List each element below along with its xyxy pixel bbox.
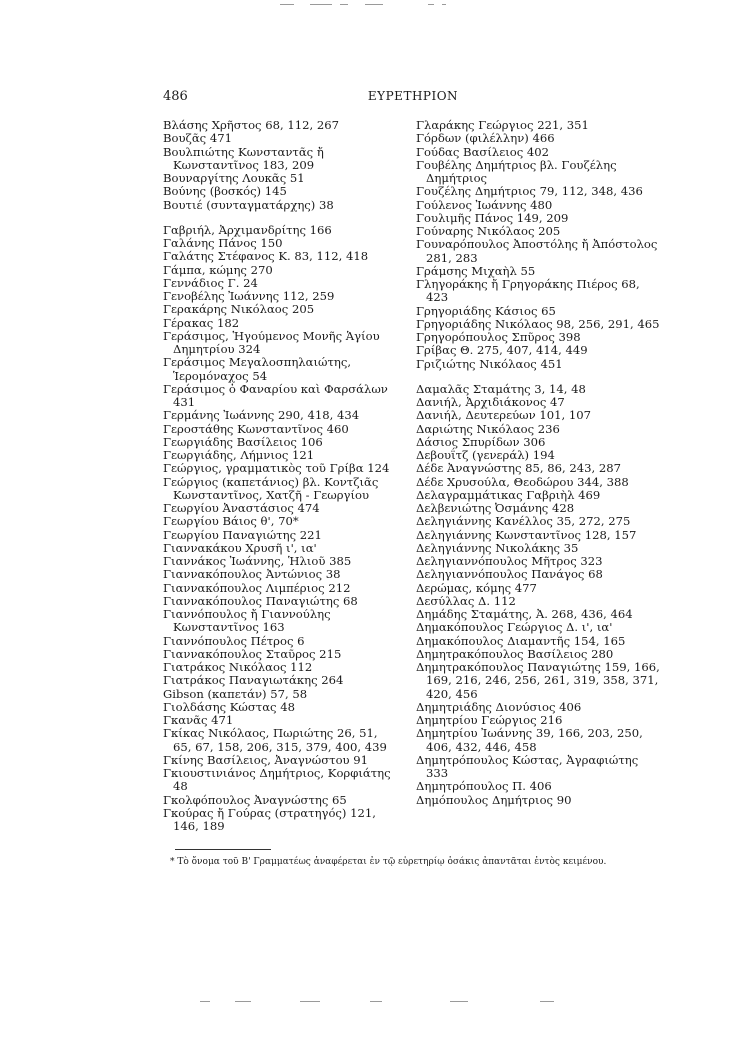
index-entry: Δημητρόπουλος Κώστας, Ἀγραφιώτης 333 — [416, 752, 639, 780]
index-entry: Γεράσιμος ὁ Φαναρίου καὶ Φαρσάλων 431 — [163, 381, 388, 409]
index-entry: Γερμάνης Ἰωάννης 290, 418, 434 — [163, 408, 360, 423]
index-entry: Γιαννακόπουλος Παναγιώτης 68 — [163, 593, 358, 608]
index-entry: Γρηγοριάδης Νικόλαος 98, 256, 291, 465 — [416, 316, 660, 331]
index-entry: Γκιουστινιάνος Δημήτριος, Κορφιάτης 48 — [163, 766, 391, 794]
index-entry: Γεράσιμος, Ἡγούμενος Μονῆς Ἁγίου Δημητρίου 324 — [163, 328, 380, 356]
index-entry: Γρηγοριάδης Κάσιος 65 — [416, 303, 556, 318]
index-entry: Γόρδων (φιλέλλην) 466 — [416, 131, 555, 146]
index-entry: Δέδε Ἀναγνώστης 85, 86, 243, 287 — [416, 461, 622, 476]
index-entry: Γριζιώτης Νικόλαος 451 — [416, 356, 563, 371]
index-entry: Βουζᾶς 471 — [163, 131, 232, 146]
index-entry: Δαμαλᾶς Σταμάτης 3, 14, 48 — [416, 381, 586, 396]
index-entry: Γκολφόπουλος Ἀναγνώστης 65 — [163, 792, 347, 807]
index-entry: Δεσύλλας Δ. 112 — [416, 593, 516, 608]
running-title: ΕΥΡΕΤΗΡΙΟΝ — [367, 89, 459, 103]
index-entry: Γιαννακόπουλος Λιμπέριος 212 — [163, 580, 351, 595]
index-entry: Δημακόπουλος Γεώργιος Δ. ι', ια' — [416, 620, 613, 635]
index-entry: Γεωργίου Παναγιώτης 221 — [163, 527, 322, 542]
index-entry: Βούνης (βοσκός) 145 — [163, 184, 287, 199]
index-entry: Γεωργιάδης, Λήμνιος 121 — [163, 448, 315, 462]
index-entry: Γρηγορόπουλος Σπῦρος 398 — [416, 330, 581, 344]
index-entry: Γκούρας ἤ Γούρας (στρατηγός) 121, 146, 189 — [163, 805, 376, 833]
index-entry: Γουζέλης Δημήτριος 79, 112, 348, 436 — [416, 184, 643, 199]
index-entry: Γεωργιάδης Βασίλειος 106 — [163, 434, 323, 449]
index-entry: Δημητρακόπουλος Παναγιώτης 159, 166, 169, 216, 246, 256, 261, 319, 358, 371, 420, 456 — [416, 660, 660, 701]
index-entry: Γκίκας Νικόλαος, Πωριώτης 26, 51, 65, 67, 158, 206, 315, 379, 400, 439 — [163, 726, 387, 754]
scan-artifact-top — [160, 4, 660, 6]
index-entry: Δελαγραμμάτικας Γαβριὴλ 469 — [416, 487, 601, 502]
index-entry: Γούλενος Ἰωάννης 480 — [416, 197, 553, 212]
index-entry: Δημητρίου Ἰωάννης 39, 166, 203, 250, 406, 432, 446, 458 — [416, 726, 643, 754]
index-entry: Δεληγιαννόπουλος Πανάγος 68 — [416, 567, 603, 582]
scan-artifact-bottom — [160, 1001, 660, 1003]
page-header — [163, 89, 663, 109]
index-entry: Γιατράκος Νικόλαος 112 — [163, 660, 313, 674]
index-entry: Δημητρόπουλος Π. 406 — [416, 779, 552, 794]
index-entry: Γράμσης Μιχαὴλ 55 — [416, 263, 536, 278]
index-entry: Δερώμας, κόμης 477 — [416, 580, 537, 595]
index-entry: Gibson (καπετάν) 57, 58 — [163, 686, 308, 701]
index-entry: Δεβουΐτζ (γενεράλ) 194 — [416, 448, 555, 462]
footnote: * Τὸ ὄνομα τοῦ Β' Γραμματέως ἀναφέρεται ἐν τῷ εὑρετηρίῳ ὁσάκις ἀπαντᾶται ἐντὸς κειμένου. — [170, 857, 607, 867]
index-column-left — [163, 119, 395, 833]
index-entry: Δαριώτης Νικόλαος 236 — [416, 421, 560, 436]
footnote-rule — [175, 849, 271, 850]
index-entry: Γληγοράκης ἤ Γρηγοράκης Πιέρος 68, 423 — [416, 277, 640, 305]
page-number: 486 — [163, 89, 188, 104]
index-entry: Γεννάδιος Γ. 24 — [163, 275, 258, 290]
index-entry: Γλαράκης Γεώργιος 221, 351 — [416, 118, 589, 132]
index-entry: Δημάδης Σταμάτης, Ἀ. 268, 436, 464 — [416, 607, 633, 621]
index-entry: Γούδας Βασίλειος 402 — [416, 144, 550, 159]
index-entry: Δημόπουλος Δημήτριος 90 — [416, 792, 572, 807]
index-entry: Γκίνης Βασίλειος, Ἀναγνώστου 91 — [163, 752, 369, 767]
index-entry: Γιαννόπουλος ἤ Γιαννούλης Κωνσταντῖνος 163 — [163, 607, 331, 635]
index-entry: Γιαννακάκου Χρυσῆ ι', ια' — [163, 540, 317, 555]
index-entry: Γέρακας 182 — [163, 315, 240, 330]
index-entry: Γεώργιος (καπετάνιος) βλ. Κοντζιᾶς Κωνσταντῖνος, Χατζῆ - Γεωργίου — [163, 474, 379, 502]
index-entry: Γιαννόπουλος Πέτρος 6 — [163, 633, 305, 648]
index-column-right — [416, 119, 663, 807]
index-entry: Δεληγιάννης Νικολάκης 35 — [416, 540, 579, 555]
index-entry: Γκανᾶς 471 — [163, 713, 234, 727]
index-entry: Δημητρακόπουλος Βασίλειος 280 — [416, 646, 614, 661]
index-entry: Γουναρόπουλος Ἀποστόλης ἤ Ἀπόστολος 281, 283 — [416, 237, 658, 265]
index-entry: Γαλάνης Πάνος 150 — [163, 236, 283, 250]
index-entry: Δεληγιαννόπουλος Μῆτρος 323 — [416, 554, 603, 568]
index-entry: Γουλιμῆς Πάνος 149, 209 — [416, 210, 569, 225]
index-entry: Γεώργιος, γραμματικὸς τοῦ Γρίβα 124 — [163, 461, 390, 476]
index-entry: Δάσιος Σπυρίδων 306 — [416, 434, 546, 449]
index-entry: Γιολδάσης Κώστας 48 — [163, 699, 295, 714]
index-entry: Γαλάτης Στέφανος Κ. 83, 112, 418 — [163, 249, 369, 264]
index-entry: Γεροστάθης Κωνσταντῖνος 460 — [163, 421, 349, 436]
index-entry: Δεληγιάννης Κωνσταντῖνος 128, 157 — [416, 527, 637, 542]
index-entry: Βουναργίτης Λουκᾶς 51 — [163, 171, 305, 185]
index-entry: Βουλπιώτης Κωνσταντᾶς ἤ Κωνσταντῖνος 183, 209 — [163, 144, 324, 172]
index-entry: Δημακόπουλος Διαμαντῆς 154, 165 — [416, 633, 626, 648]
index-entry: Γεωργίου Ἀναστάσιος 474 — [163, 501, 320, 515]
index-entry: Γιαννάκος Ἰωάννης, Ἡλιοῦ 385 — [163, 554, 352, 568]
index-entry: Γενοβέλης Ἰωάννης 112, 259 — [163, 289, 335, 303]
index-entry: Δημητριάδης Διονύσιος 406 — [416, 699, 582, 714]
index-entry: Βλάσης Χρῆστος 68, 112, 267 — [163, 118, 339, 132]
index-entry: Γεράσιμος Μεγαλοσπηλαιώτης, Ἱερομόναχος 54 — [163, 355, 352, 383]
index-entry: Δανιήλ, Δευτερεύων 101, 107 — [416, 408, 591, 423]
index-entry: Βουτιέ (συνταγματάρχης) 38 — [163, 197, 334, 212]
index-entry: Γιαννακόπουλος Ἀντώνιος 38 — [163, 567, 341, 582]
index-entry: Γάμπα, κώμης 270 — [163, 262, 273, 277]
index-entry: Γούναρης Νικόλαος 205 — [416, 224, 561, 238]
index-entry: Δελβενιώτης Ὀσμάνης 428 — [416, 501, 575, 515]
index-entry: Γαβριήλ, Ἀρχιμανδρίτης 166 — [163, 222, 332, 237]
index-entry: Δέδε Χρυσούλα, Θεοδώρου 344, 388 — [416, 474, 629, 489]
index-entry: Δημητρίου Γεώργιος 216 — [416, 713, 563, 727]
index-entry: Γεωργίου Βάιος θ', 70* — [163, 514, 299, 529]
index-entry: Γερακάρης Νικόλαος 205 — [163, 302, 315, 317]
index-entry: Δανιήλ, Ἀρχιδιάκονος 47 — [416, 395, 565, 409]
index-entry: Γρίβας Θ. 275, 407, 414, 449 — [416, 343, 588, 358]
index-entry: Γουβέλης Δημήτριος βλ. Γουζέλης Δημήτριος — [416, 157, 617, 185]
index-entry: Γιαννακόπουλος Σταῦρος 215 — [163, 646, 342, 661]
index-entry: Γιατράκος Παναγιωτάκης 264 — [163, 673, 344, 688]
index-entry: Δεληγιάννης Κανέλλος 35, 272, 275 — [416, 514, 631, 529]
